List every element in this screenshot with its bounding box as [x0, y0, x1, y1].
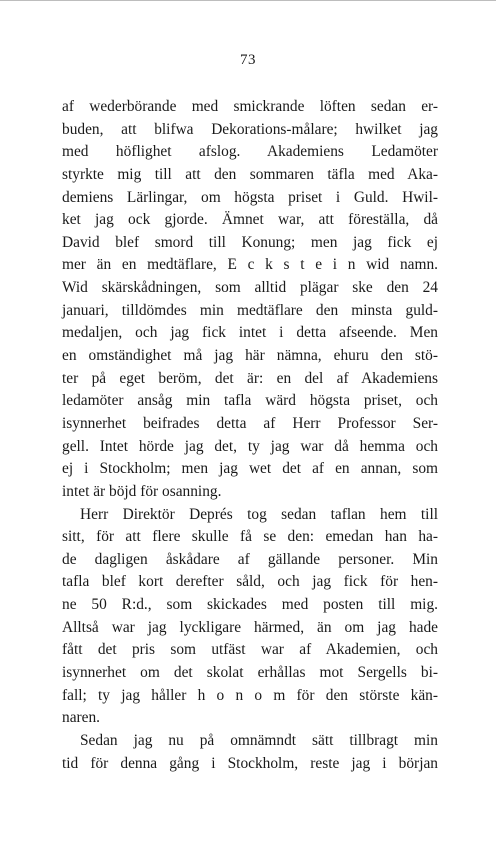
text-line: buden, att blifwa Dekorations-målare; hwilket jag: [62, 120, 438, 138]
text-line: de dagligen åskådare af gällande personer. Min: [62, 550, 438, 568]
text-line: ket jag ock gjorde. Ämnet war, att föreställa, då: [62, 211, 438, 229]
text-line: tafla blef kort derefter såld, och jag fick för hen-: [62, 573, 438, 591]
text-line: Herr Direktör Deprés tog sedan taflan hem till: [80, 505, 438, 523]
text-line: medaljen, och jag fick intet i detta afseende. Men: [62, 324, 438, 342]
text-line: intet är böjd för osanning.: [62, 482, 222, 500]
text-line: Wid skärskådningen, som alltid plägar ske den 24: [62, 279, 438, 297]
text-line: ledamöter ansåg min tafla wärd högsta priset, och: [62, 392, 438, 410]
text-line: fall; ty jag håller h o n o m för den störste kän-: [62, 686, 438, 704]
page-number: 73: [240, 52, 256, 68]
text-line: ne 50 R:d., som skickades med posten till mig.: [62, 596, 438, 614]
text-line: Alltså war jag lyckligare härmed, än om jag hade: [62, 618, 438, 636]
text-line: gell. Intet hörde jag det, ty jag war då hemma och: [62, 437, 438, 455]
text-line: ter på eget beröm, det är: en del af Akademiens: [62, 369, 438, 387]
paragraph-2: [62, 504, 438, 730]
text-line: David blef smord till Konung; men jag fick ej: [62, 233, 438, 251]
text-line: af wederbörande med smickrande löften sedan er-: [62, 98, 438, 115]
text-line: Sedan jag nu på omnämndt sätt tillbragt min: [80, 731, 438, 749]
text-line: sitt, för att flere skulle få se den: emedan han ha-: [62, 528, 438, 546]
text-line: isynnerhet beifrades detta af Herr Professor Ser-: [62, 414, 438, 432]
text-line: styrkte mig till att den sommaren täfla med Aka-: [62, 165, 438, 183]
text-line: en omständighet må jag här nämna, ehuru den stö-: [62, 347, 438, 365]
paragraph-1: [62, 96, 438, 504]
text-line: januari, tilldömdes min medtäflare den minsta guld-: [62, 301, 438, 319]
text-line: fått det pris som utfäst war af Akademien, och: [62, 641, 438, 659]
top-rule: [0, 0, 496, 1]
text-line: tid för denna gång i Stockholm, reste jag i början: [62, 754, 438, 772]
paragraph-3: [62, 730, 438, 775]
text-line: naren.: [62, 709, 101, 727]
text-line: isynnerhet om det skolat erhållas mot Sergells bi-: [62, 664, 438, 682]
body-text: [62, 96, 438, 775]
text-line: demiens Lärlingar, om högsta priset i Guld. Hwil-: [62, 188, 438, 206]
text-line: mer än en medtäflare, E c k s t e i n wid namn.: [62, 256, 438, 274]
text-line: ej i Stockholm; men jag wet det af en annan, som: [62, 460, 438, 478]
text-line: med höflighet afslog. Akademiens Ledamöter: [62, 143, 438, 161]
